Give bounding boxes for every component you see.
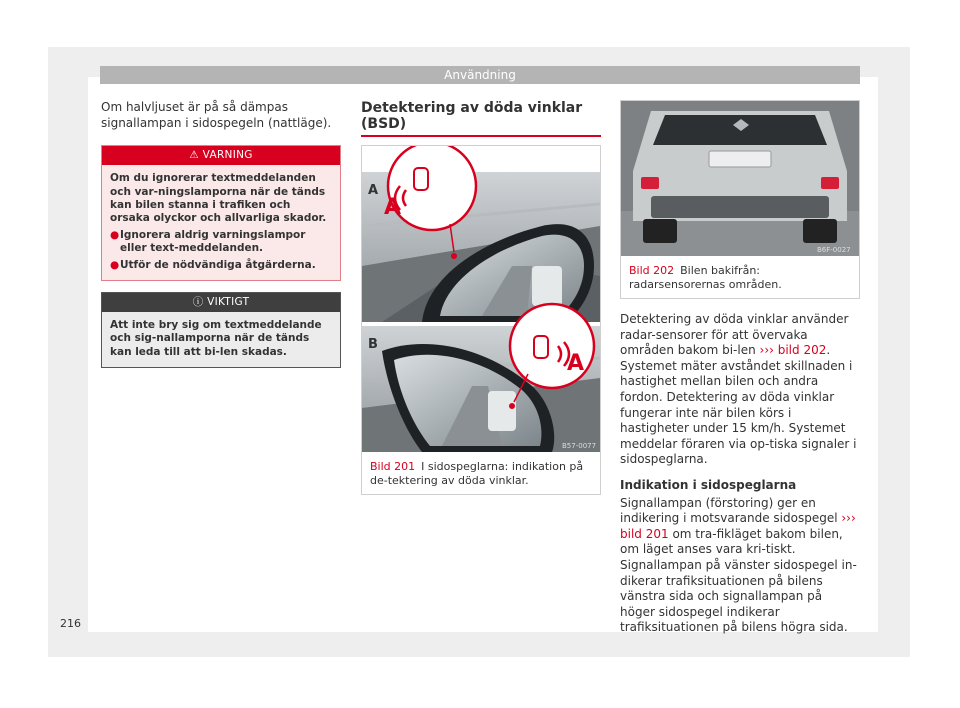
warning-bullet-text: Ignorera aldrig varningslampor eller text-meddelanden.: [120, 228, 306, 255]
info-circle-icon: ⓘ: [192, 296, 204, 309]
warning-triangle-icon: ⚠: [189, 149, 200, 162]
notice-text: Att inte bry sig om textmeddelande och sig-nallamporna när de tänds kan leda till att bi-len skadas.: [110, 319, 322, 358]
warning-bullet-text: Utför de nödvändiga åtgärderna.: [120, 258, 316, 271]
figure-201: [361, 145, 601, 495]
right-column: [620, 100, 860, 636]
figure-link-202[interactable]: ››› bild 202: [759, 343, 827, 358]
notice-header: [102, 293, 340, 312]
chapter-header: Användning: [100, 66, 860, 84]
bullet-icon: ●: [110, 258, 120, 271]
paragraph-text: . Systemet mäter avståndet skillnaden i hastighet mellan bilen och andra fordon. Detektering av döda vinklar fungerar inte när bilen körs i hastigheter under 15 km/h. Systemet meddelar föraren via op-tiska signaler i sidospeglarna.: [620, 343, 857, 467]
figure-202: [620, 100, 860, 299]
car-rear-illustration: [621, 101, 859, 256]
side-mirror-illustration: [362, 146, 600, 452]
body-paragraph-2: [620, 496, 860, 636]
notice-box: [101, 292, 341, 368]
figure-caption-text: I sidospeglarna: indikation på de-tektering av döda vinklar.: [370, 460, 584, 487]
subheading: Indikation i sidospeglarna: [620, 477, 797, 492]
warning-text: Om du ignorerar textmeddelanden och var-ningslamporna när de tänds kan bilen stanna i trafiken och orsaka olyckor och allvarliga skador.: [110, 172, 327, 225]
warning-bullet: [110, 229, 332, 256]
figure-tag: Bild 201: [370, 460, 416, 473]
warning-bullet: [110, 259, 332, 272]
figure-tag: Bild 202: [629, 264, 675, 277]
svg-text:A: A: [567, 351, 585, 376]
warning-box: [101, 145, 341, 281]
intro-paragraph: Om halvljuset är på så dämpas signallampan i sidospegeln (nattläge).: [101, 100, 332, 130]
figure-link-201[interactable]: ››› bild 201: [620, 511, 856, 541]
figure-caption: [362, 456, 600, 494]
figure-caption-text: Bilen bakifrån: radarsensorernas områden.: [629, 264, 782, 291]
svg-text:A: A: [384, 195, 402, 220]
page-number: 216: [60, 617, 81, 630]
panel-a: [362, 146, 600, 322]
notice-title: VIKTIGT: [207, 296, 250, 309]
warning-header: [102, 146, 340, 165]
warning-body: [102, 165, 340, 280]
image-code: B6F-0027: [817, 246, 851, 254]
panel-b-label: B: [368, 337, 378, 352]
warning-title: VARNING: [202, 149, 253, 162]
paragraph-text: om tra-fikläget bakom bilen, om läget anses vara kri-tiskt. Signallampan på vänster sidospegel in-dikerar trafiksituationen på bilens vänstra sida och signallampan på höger sidospegel indikerar trafiksituationen på bilens högra sida.: [620, 526, 857, 635]
section-title: Detektering av döda vinklar (BSD): [361, 100, 601, 137]
figure-caption: [621, 260, 859, 298]
panel-b: [362, 304, 600, 452]
paragraph-text: Detektering av döda vinklar använder radar-sensorer för att övervaka områden bakom bi-len: [620, 312, 849, 358]
paragraph-text: Signallampan (förstoring) ger en indikering i motsvarande sidospegel: [620, 495, 838, 526]
middle-column: [361, 100, 601, 495]
panel-a-label: A: [368, 183, 379, 198]
body-paragraph-1: [620, 312, 860, 468]
bullet-icon: ●: [110, 228, 120, 241]
left-column: [101, 100, 341, 368]
notice-body: [102, 312, 340, 367]
image-code: B57-0077: [562, 442, 597, 450]
